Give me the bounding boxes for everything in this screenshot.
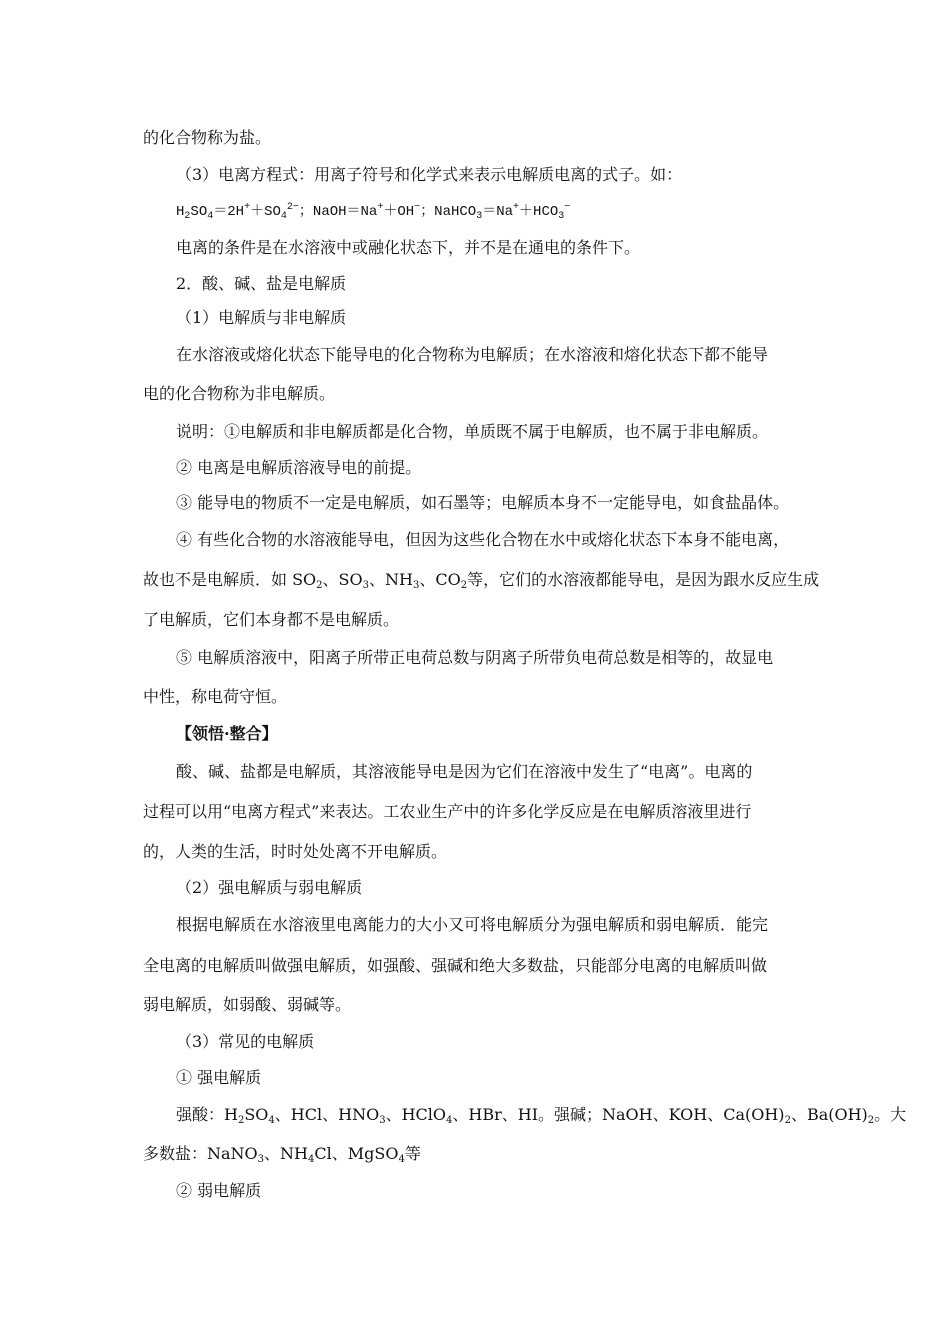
text-line: ④ 有些化合物的水溶液能导电，但因为这些化合物在水中或熔化状态下本身不能电离， [176,530,790,549]
text-line: ⑤ 电解质溶液中，阳离子所带正电荷总数与阴离子所带负电荷总数是相等的，故显电 [176,648,774,667]
text-line: 在水溶液或熔化状态下能导电的化合物称为电解质；在水溶液和熔化状态下都不能导 [176,345,769,364]
text-line: 根据电解质在水溶液里电离能力的大小又可将电解质分为强电解质和弱电解质．能完 [176,915,769,934]
text-line: 了电解质，它们本身都不是电解质。 [143,610,400,629]
list-heading: ② 弱电解质 [176,1181,262,1200]
text-line: 全电离的电解质叫做强电解质，如强酸、强碱和绝大多数盐，只能部分电离的电解质叫做 [143,956,768,975]
section-heading: 2．酸、碱、盐是电解质 [176,274,347,293]
text-line: 酸、碱、盐都是电解质，其溶液能导电是因为它们在溶液中发生了“电离”。电离的 [176,762,753,781]
salts-line: 多数盐：NaNO$_3$、$NH_4Cl$、MgSO$_4$等 [143,1144,421,1165]
text-line: （3）电离方程式：用离子符号和化学式来表示电解质电离的式子。如： [176,165,683,184]
ionization-equations: $H_2SO_4=2H^++SO_4^{2-}$；NaOH＝Na+＋OH−；$NaHCO_3=Na^++HCO_3^-$ [176,202,571,222]
strong-electrolytes-line: 强酸：$H_2SO_4$、HCl、$HNO_3$、HClO$_4$、HBr、HI。强碱；NaOH、KOH、$Ca(OH)_2$、$Ba(OH)_2$。大 [176,1105,907,1126]
text-line: 过程可以用“电离方程式”来表达。工农业生产中的许多化学反应是在电解质溶液里进行 [143,802,752,821]
subsection-heading: （3）常见的电解质 [176,1032,315,1051]
text-line: 的化合物称为盐。 [143,128,272,147]
subsection-heading: （2）强电解质与弱电解质 [176,878,363,897]
list-heading: ① 强电解质 [176,1068,262,1087]
text-line: 弱电解质，如弱酸、弱碱等。 [143,995,352,1014]
subsection-heading: （1）电解质与非电解质 [176,308,347,327]
text-line: 中性，称电荷守恒。 [143,687,288,706]
text-line-compounds: 故也不是电解质．如 $SO_2$、$SO_3$、$NH_3$、$CO_2$等，它们的水溶液都能导电，是因为跟水反应生成 [143,570,820,591]
text-line: 的，人类的生活，时时处处离不开电解质。 [143,842,448,861]
insight-heading: 【领悟·整合】 [176,724,278,743]
text-line: 说明：①电解质和非电解质都是化合物，单质既不属于电解质，也不属于非电解质。 [176,422,769,441]
text-line: ③ 能导电的物质不一定是电解质，如石墨等；电解质本身不一定能导电，如食盐晶体。 [176,493,790,512]
text-line: ② 电离是电解质溶液导电的前提。 [176,458,422,477]
text-line: 电的化合物称为非电解质。 [143,384,336,403]
text-line: 电离的条件是在水溶液中或融化状态下，并不是在通电的条件下。 [176,238,641,257]
